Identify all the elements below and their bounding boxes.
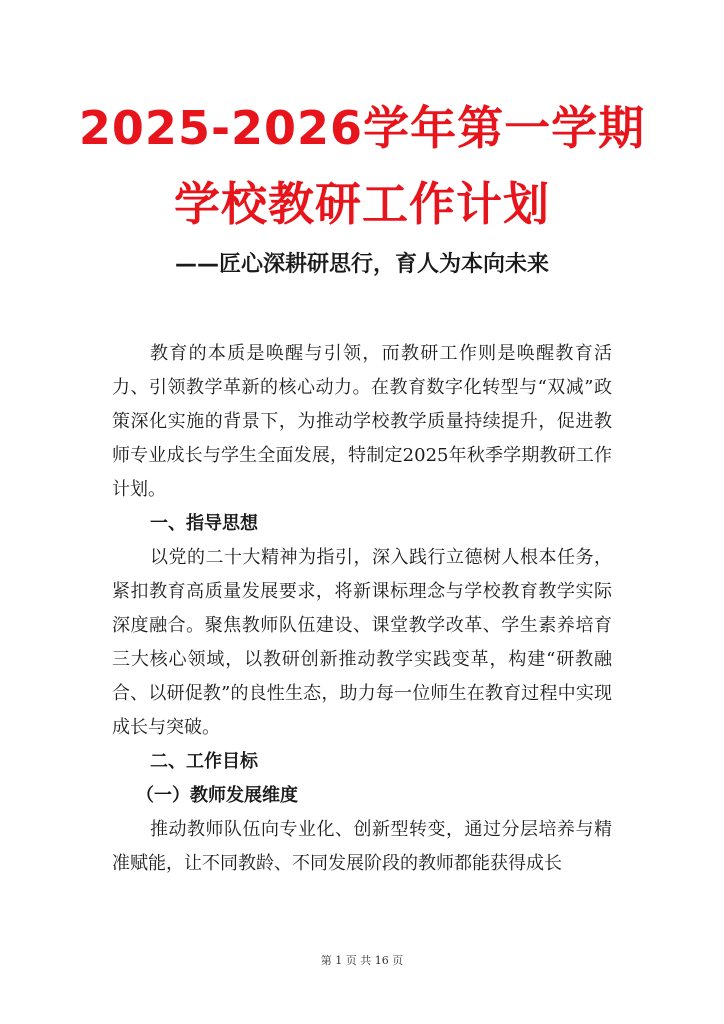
section2-sub1-paragraph: 推动教师队伍向专业化、创新型转变，通过分层培养与精准赋能，让不同教龄、不同发展阶段的教师都能获得成长 bbox=[112, 819, 612, 874]
section2-sub1-heading: （一）教师发展维度 bbox=[136, 785, 298, 806]
document-title-line2: 学校教研工作计划 bbox=[174, 177, 550, 231]
document-title-line1: 2025-2026学年第一学期 bbox=[78, 101, 646, 155]
intro-paragraph: 教育的本质是唤醒与引领，而教研工作则是唤醒教育活力、引领教学革新的核心动力。在教育数字化转型与“双减”政策深化实施的背景下，为推动学校教学质量持续提升，促进教师专业成长与学生全面发展，特制定2025年秋季学期教研工作计划。 bbox=[112, 343, 612, 500]
section1-heading: 一、指导思想 bbox=[150, 513, 258, 534]
document-subtitle: ——匠心深耕研思行，育人为本向未来 bbox=[174, 252, 549, 277]
section2-heading: 二、工作目标 bbox=[150, 751, 258, 772]
section1-paragraph: 以党的二十大精神为指引，深入践行立德树人根本任务，紧扣教育高质量发展要求，将新课标理念与学校教育教学实际深度融合。聚焦教师队伍建设、课堂教学改革、学生素养培育三大核心领域，以教研创新推动教学实践变革，构建“研教融合、以研促教”的良性生态，助力每一位师生在教育过程中实现成长与突破。 bbox=[112, 547, 612, 738]
page-number-footer: 第 1 页 共 16 页 bbox=[320, 954, 404, 967]
document-body bbox=[112, 337, 612, 881]
